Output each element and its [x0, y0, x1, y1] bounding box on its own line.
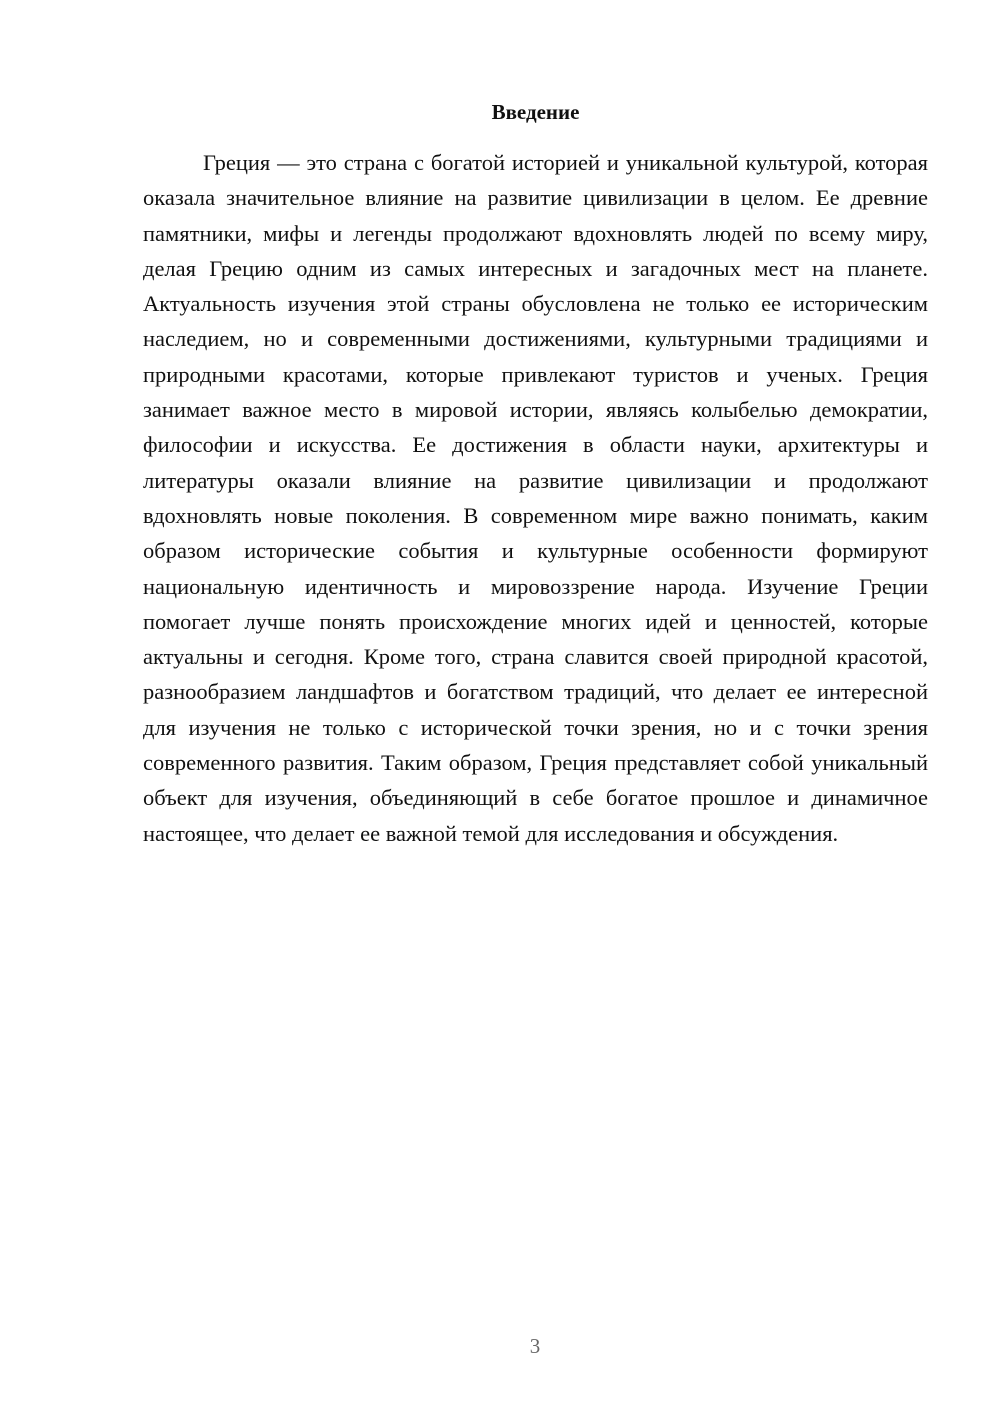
introduction-paragraph: Греция — это страна с богатой историей и уникальной культурой, которая оказала значительное влияние на развитие цивилизации в целом. Ее древние памятники, мифы и легенды продолжают вдохновлять людей по всему миру, делая Грецию одним из самых интересных и загадочных мест на планете. Актуальность изучения этой страны обусловлена не только ее историческим наследием, но и современными достижениями, культурными традициями и природными красотами, которые привлекают туристов и ученых. Греция занимает важное место в мировой истории, являясь колыбелью демократии, философии и искусства. Ее достижения в области науки, архитектуры и литературы оказали влияние на развитие цивилизации и продолжают вдохновлять новые поколения. В современном мире важно понимать, каким образом исторические события и культурные особенности формируют национальную идентичность и мировоззрение народа. Изучение Греции помогает лучше понять происхождение многих идей и ценностей, которые актуальны и сегодня. Кроме того, страна славится своей природной красотой, разнообразием ландшафтов и богатством традиций, что делает ее интересной для изучения не только с исторической точки зрения, но и с точки зрения современного развития. Таким образом, Греция представляет собой уникальный объект для изучения, объединяющий в себе богатое прошлое и динамичное настоящее, что делает ее важной темой для исследования и обсуждения. [143, 150, 928, 846]
section-heading: Введение [491, 100, 580, 124]
page-number: 3 [529, 1334, 541, 1358]
